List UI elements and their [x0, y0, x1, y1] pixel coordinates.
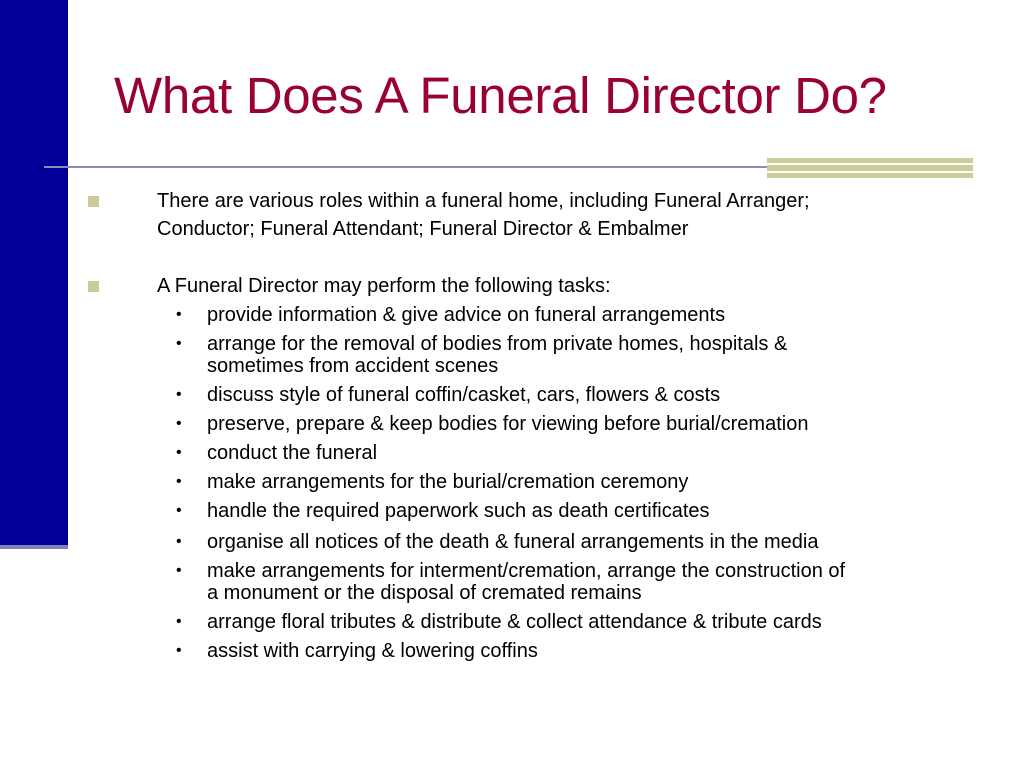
- task-item: assist with carrying & lowering coffins: [207, 640, 538, 662]
- square-bullet-icon: [88, 281, 99, 292]
- task-item: discuss style of funeral coffin/casket, cars, flowers & costs: [207, 384, 721, 406]
- task-item: conduct the funeral: [207, 442, 378, 464]
- dot-bullet-icon: •: [176, 502, 182, 519]
- task-item-continuation: a monument or the disposal of cremated remains: [207, 582, 642, 604]
- square-bullet-icon: [88, 196, 99, 207]
- dot-bullet-icon: •: [176, 613, 182, 630]
- task-item: make arrangements for interment/cremation, arrange the construction of: [207, 560, 846, 582]
- dot-bullet-icon: •: [176, 386, 182, 403]
- bullet-text-line: There are various roles within a funeral home, including Funeral Arranger;: [157, 190, 810, 212]
- dot-bullet-icon: •: [176, 562, 182, 579]
- task-item: make arrangements for the burial/cremation ceremony: [207, 471, 689, 493]
- task-item: arrange floral tributes & distribute & collect attendance & tribute cards: [207, 611, 822, 633]
- bullet-text-line: Conductor; Funeral Attendant; Funeral Director & Embalmer: [157, 218, 689, 240]
- task-item: organise all notices of the death & funeral arrangements in the media: [207, 531, 819, 553]
- dot-bullet-icon: •: [176, 306, 182, 323]
- dot-bullet-icon: •: [176, 642, 182, 659]
- task-item: handle the required paperwork such as death certificates: [207, 500, 710, 522]
- dot-bullet-icon: •: [176, 444, 182, 461]
- dot-bullet-icon: •: [176, 533, 182, 550]
- task-item: provide information & give advice on funeral arrangements: [207, 304, 726, 326]
- task-item: arrange for the removal of bodies from private homes, hospitals &: [207, 333, 788, 355]
- dot-bullet-icon: •: [176, 335, 182, 352]
- bullet-text-line: A Funeral Director may perform the following tasks:: [157, 275, 611, 297]
- slide-title: What Does A Funeral Director Do?: [114, 67, 887, 124]
- task-item-continuation: sometimes from accident scenes: [207, 355, 499, 377]
- task-item: preserve, prepare & keep bodies for viewing before burial/cremation: [207, 413, 809, 435]
- dot-bullet-icon: •: [176, 415, 182, 432]
- dot-bullet-icon: •: [176, 473, 182, 490]
